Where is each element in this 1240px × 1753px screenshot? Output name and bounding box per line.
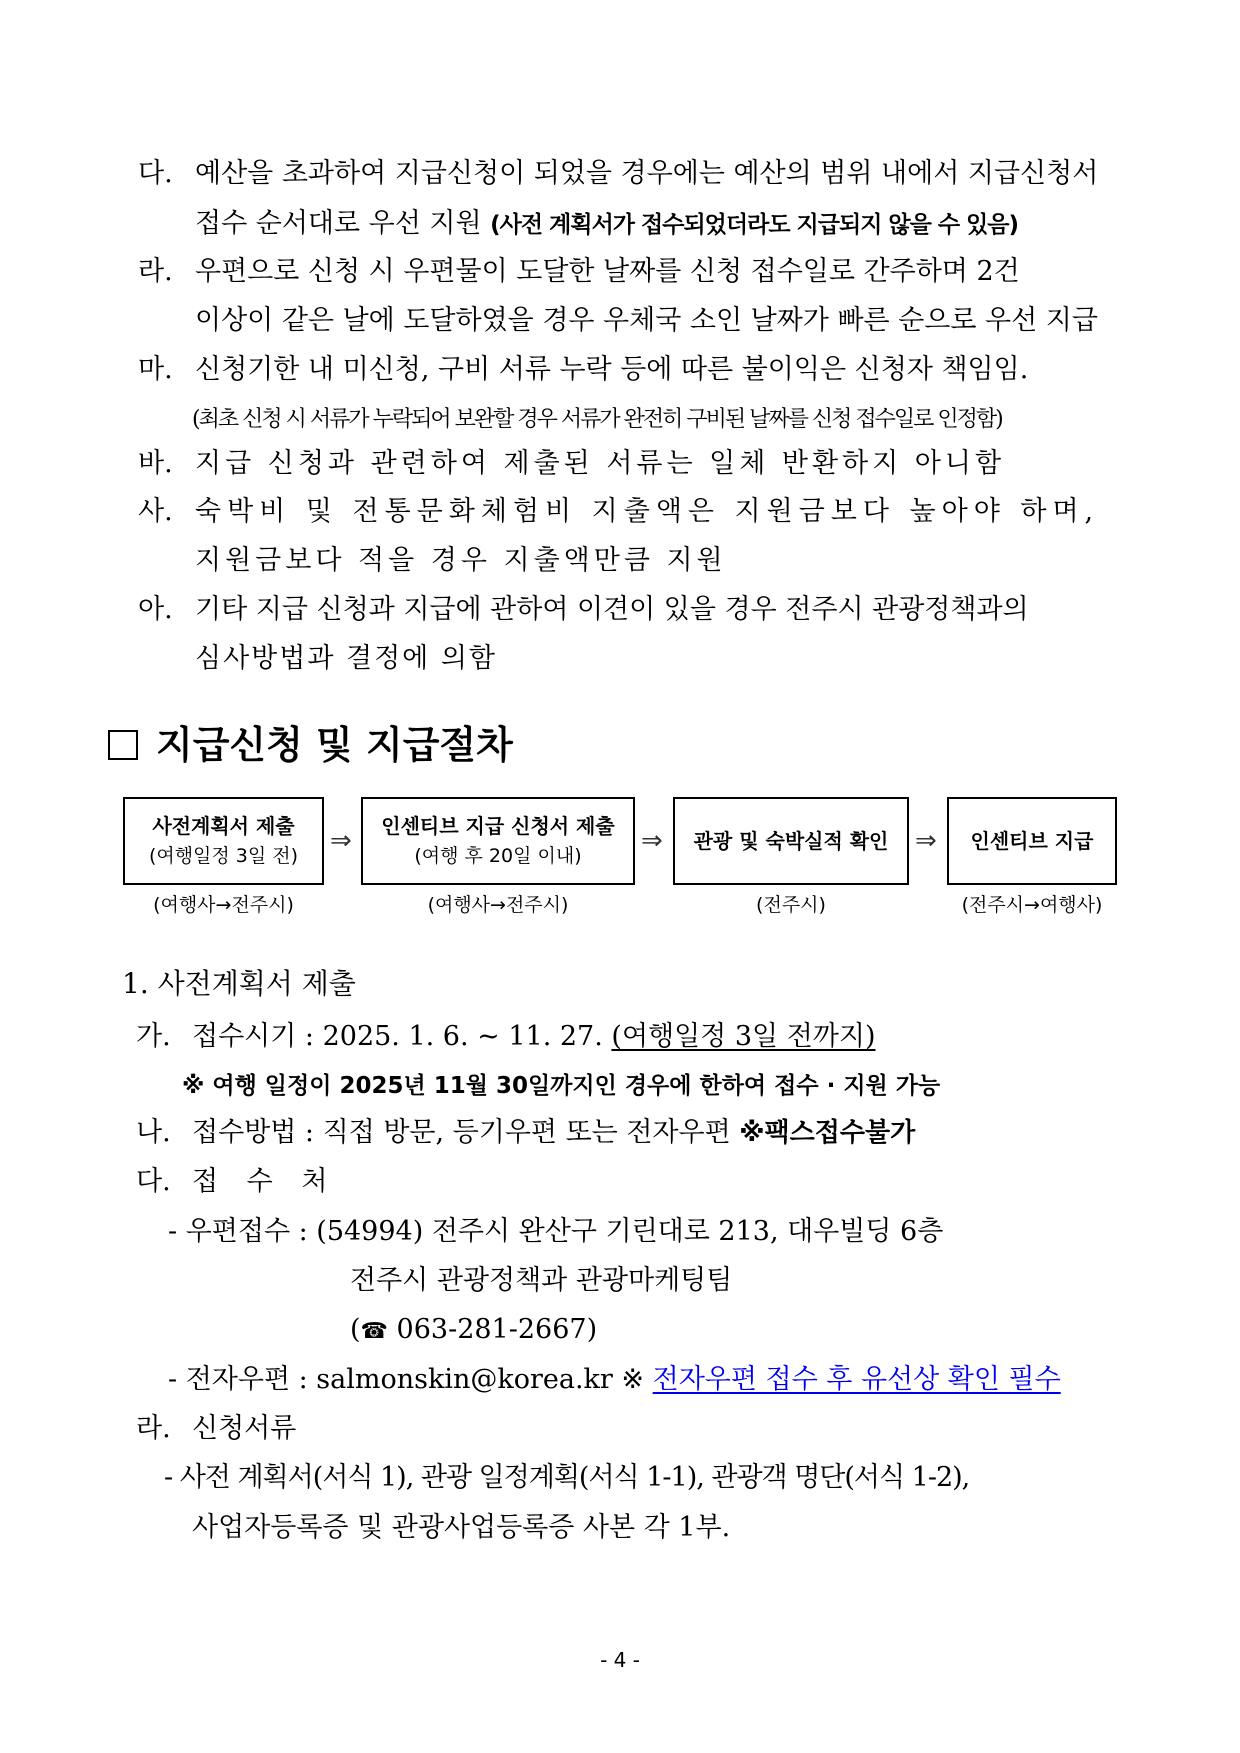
sub1-mail-address-1: (54994) 전주시 완산구 기린대로 213, 대우빌딩 6층 [316,1216,944,1247]
sub1-mail-address-2: 전주시 관광정책과 관광마케팅팀 [350,1265,733,1296]
item-ma-text1: 신청기한 내 미신청, 구비 서류 누락 등에 따른 불이익은 신청자 책임임. [195,354,1029,385]
flow-step-2-title: 인센티브 지급 신청서 제출 [381,814,615,838]
sub1-phone: 063-281-2667 [396,1314,587,1345]
sub1-ga-marker: 가. [136,1021,171,1052]
item-sa-text1: 숙박비 및 전통문화체험비 지출액은 지원금보다 높아야 하며, [195,496,1100,527]
sub1-email-line [168,1362,1061,1398]
section-title: 지급신청 및 지급절차 [156,723,513,767]
sub1-ga-deadline: (여행일정 3일 전까지) [611,1021,876,1052]
section-heading [108,722,513,768]
flow-arrow-1: ⇒ [330,826,352,856]
item-ma-text2: (최초 신청 시 서류가 누락되어 보완할 경우 서류가 완전히 구비된 날짜를 신청 접수일로 인정함) [192,407,1002,432]
item-sa-text2: 지원금보다 적을 경우 지출액만큼 지원 [195,545,727,576]
flow-arrow-2: ⇒ [641,826,663,856]
flow-step-2-who: (여행사→전주시) [427,894,569,916]
sub1-ra-text: 신청서류 [192,1413,297,1444]
flow-step-1-sub: (여행일정 3일 전) [148,845,299,867]
sub1-ra-marker: 라. [136,1413,171,1444]
item-da-text2: 접수 순서대로 우선 지원 [195,208,482,239]
sub1-na-line [192,1115,915,1151]
item-da-bold-note: (사전 계획서가 접수되었더라도 지급되지 않을 수 있음) [490,212,1019,238]
flow-step-2 [361,797,635,885]
sub1-email-note-link[interactable]: 전자우편 접수 후 유선상 확인 필수 [652,1364,1061,1395]
sub1-email[interactable]: salmonskin@korea.kr [316,1364,613,1395]
sub1-phone-line: (☎ 063-281-2667) [350,1314,598,1345]
sub1-docs-2: 사업자등록증 및 관광사업등록증 사본 각 1부. [192,1512,731,1543]
flow-step-3 [673,797,909,885]
sub1-docs-1: - 사전 계획서(서식 1), 관광 일정계획(서식 1-1), 관광객 명단(서식 1-2), [164,1462,970,1493]
sub1-da-text: 접 수 처 [192,1166,338,1197]
item-da-line2 [195,206,1018,243]
flow-step-1-who: (여행사→전주시) [153,894,294,916]
subsection-1-title: 1. 사전계획서 제출 [122,967,356,1000]
page-number: - 4 - [600,1648,640,1672]
item-sa-marker: 사. [138,496,173,527]
item-da-line1 [195,156,1125,192]
item-ra-marker: 라. [138,256,173,287]
item-ra-text1: 우편으로 신청 시 우편물이 도달한 날짜를 신청 접수일로 간주하며 2건 [195,256,1020,287]
flow-step-4-who: (전주시→여행사) [961,894,1103,916]
flow-step-3-title: 관광 및 숙박실적 확인 [693,829,889,853]
item-a-text1: 기타 지급 신청과 지급에 관하여 이견이 있을 경우 전주시 관광정책과의 [195,594,1029,625]
flow-step-4 [947,797,1117,885]
sub1-ga-text: 접수시기 : 2025. 1. 6. ~ 11. 27. [192,1021,612,1052]
sub1-na-note: ※팩스접수불가 [739,1118,916,1148]
flow-step-4-title: 인센티브 지급 [970,829,1094,853]
item-da-marker: 다. [138,158,173,189]
sub1-ga-line [192,1019,875,1055]
sub1-da-marker: 다. [136,1166,171,1197]
phone-icon: ☎ [360,1319,388,1344]
flow-step-2-sub: (여행 후 20일 이내) [414,845,582,867]
item-a-text2: 심사방법과 결정에 의함 [195,643,497,674]
flow-arrow-3: ⇒ [915,826,937,856]
flow-step-1 [123,797,324,885]
sub1-email-note-mark: ※ [621,1364,653,1395]
flow-step-1-title: 사전계획서 제출 [152,814,295,838]
sub1-email-label: - 전자우편 : [168,1364,317,1395]
sub1-mail-label: - 우편접수 : [168,1216,317,1247]
sub1-na-marker: 나. [136,1117,171,1148]
square-bullet-icon [108,730,138,760]
flow-step-3-who: (전주시) [756,894,826,916]
item-ra-text2: 이상이 같은 날에 도달하였을 경우 우체국 소인 날짜가 빠른 순으로 우선 지급 [195,305,1098,336]
sub1-na-text: 접수방법 : 직접 방문, 등기우편 또는 전자우편 [192,1117,740,1148]
item-ma-marker: 마. [138,354,173,385]
item-da-text1: 예산을 초과하여 지급신청이 되었을 경우에는 예산의 범위 내에서 지급신청서 [195,158,1099,189]
item-ba-text: 지급 신청과 관련하여 제출된 서류는 일체 반환하지 아니함 [195,448,1006,479]
sub1-note: ※ 여행 일정이 2025년 11월 30일까지인 경우에 한하여 접수 · 지원 가능 [182,1073,941,1099]
item-ba-marker: 바. [138,448,173,479]
sub1-mail-line [168,1214,943,1250]
item-a-marker: 아. [138,594,173,625]
